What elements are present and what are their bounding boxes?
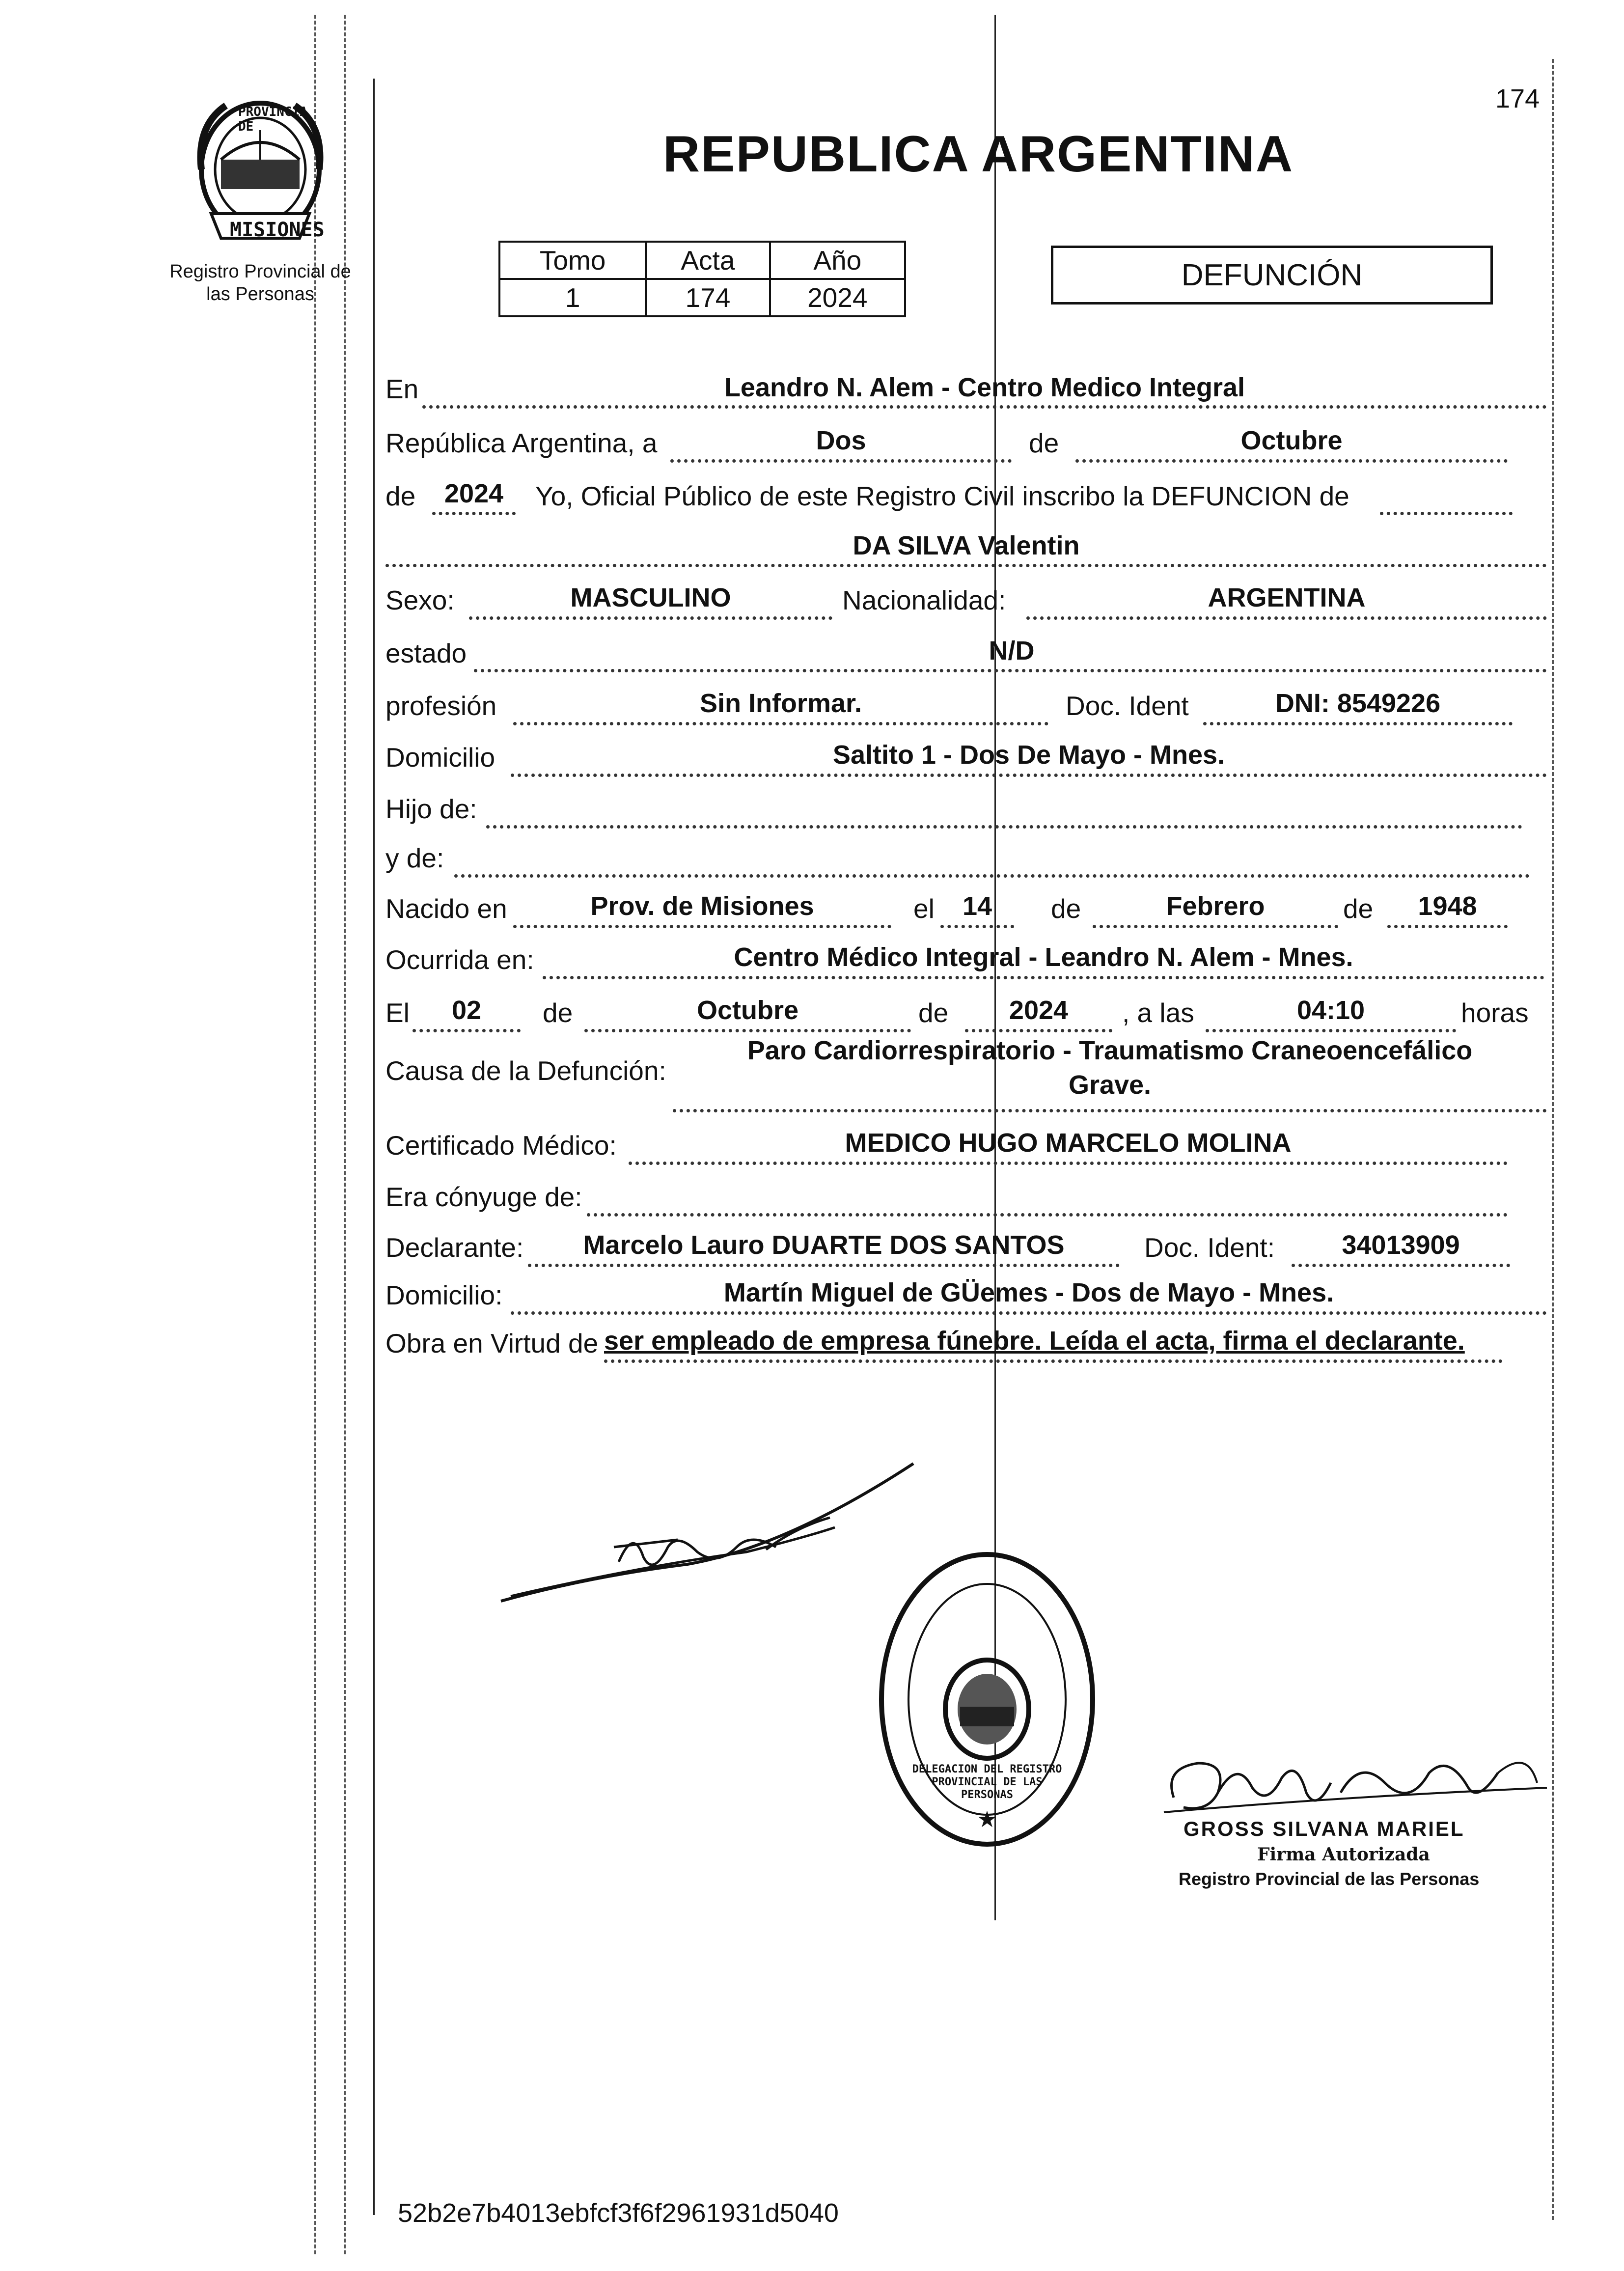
ocurrida-label: Ocurrida en: xyxy=(385,944,534,975)
inscribe-dotted-line xyxy=(1380,512,1513,515)
decl-doc-value: 34013909 xyxy=(1342,1230,1460,1260)
record-table-value-row xyxy=(499,279,905,316)
stamp-ring-text: DELEGACION DEL REGISTRO PROVINCIAL DE LAS PERSONAS xyxy=(912,1763,1062,1801)
decl-dom-dotted-line xyxy=(511,1311,1547,1315)
seal-text-top: PROVINCIA DE xyxy=(238,105,307,134)
record-table-header-row xyxy=(499,242,905,279)
doc-label: Doc. Ident xyxy=(1066,691,1189,721)
declarant-signature xyxy=(491,1454,933,1616)
document-hash: 52b2e7b4013ebfcf3f6f2961931d5040 xyxy=(398,2198,839,2228)
death-year: 2024 xyxy=(1009,996,1069,1025)
birth-month-dotted-line xyxy=(1093,925,1338,928)
year-dotted-line xyxy=(432,512,516,515)
death-day-dotted-line xyxy=(413,1029,521,1032)
nacido-label: Nacido en xyxy=(385,893,507,924)
month-dotted-line xyxy=(1075,459,1508,463)
ocurrida-dotted-line xyxy=(543,976,1544,979)
death-day: 02 xyxy=(451,996,482,1025)
doc-dotted-line xyxy=(1203,722,1513,725)
record-table-header: Tomo xyxy=(499,242,646,279)
registry-name: Registro Provincial de las Personas xyxy=(169,261,351,305)
de-birth-label: de xyxy=(1051,893,1081,924)
birth-year-dotted-line xyxy=(1387,925,1508,928)
delegation-stamp xyxy=(874,1547,1100,1852)
yde-label: y de: xyxy=(385,843,444,873)
cert-label: Certificado Médico: xyxy=(385,1130,617,1161)
de-death-label: de xyxy=(543,997,573,1028)
alas-label: , a las xyxy=(1122,997,1194,1028)
death-time-dotted-line xyxy=(1206,1029,1456,1032)
record-table-header: Año xyxy=(770,242,905,279)
de-year-label: de xyxy=(385,481,416,511)
yde-dotted-line xyxy=(454,874,1530,878)
nacido-value: Prov. de Misiones xyxy=(590,891,814,921)
de-death-year-label: de xyxy=(918,997,949,1028)
causa-line2: Grave. xyxy=(1068,1070,1152,1100)
death-month: Octubre xyxy=(696,996,799,1025)
birth-day: 14 xyxy=(962,891,992,921)
el-label: el xyxy=(913,893,935,924)
delegation-stamp-icon xyxy=(874,1547,1100,1852)
official-role: Firma Autorizada xyxy=(1257,1844,1430,1865)
left-margin-line-2 xyxy=(344,15,346,2254)
sexo-value: MASCULINO xyxy=(570,583,731,612)
nacido-dotted-line xyxy=(513,925,891,928)
cert-value: MEDICO HUGO MARCELO MOLINA xyxy=(845,1128,1292,1158)
declarante-label: Declarante: xyxy=(385,1232,524,1263)
de-birth-year-label: de xyxy=(1343,893,1374,924)
anio-value: 2024 xyxy=(770,279,905,316)
obra-dotted-line xyxy=(604,1359,1503,1363)
official-office: Registro Provincial de las Personas xyxy=(1179,1869,1480,1889)
page-title: REPUBLICA ARGENTINA xyxy=(663,126,1294,183)
record-type-box xyxy=(1051,246,1493,305)
estado-label: estado xyxy=(385,638,467,668)
page-border-right xyxy=(1552,59,1554,2220)
page-border-left xyxy=(373,79,375,2215)
sexo-dotted-line xyxy=(469,616,832,620)
nacionalidad-value: ARGENTINA xyxy=(1208,583,1366,612)
seal-text-bottom: MISIONES xyxy=(230,219,325,241)
decl-dom-value: Martín Miguel de GÜemes - Dos de Mayo - Mnes. xyxy=(723,1278,1334,1307)
hijo-dotted-line xyxy=(486,825,1522,829)
cert-dotted-line xyxy=(629,1162,1508,1165)
acta-value: 174 xyxy=(646,279,770,316)
declarante-value: Marcelo Lauro DUARTE DOS SANTOS xyxy=(583,1230,1065,1260)
record-type: DEFUNCIÓN xyxy=(1181,258,1363,292)
sexo-label: Sexo: xyxy=(385,585,455,615)
causa-label: Causa de la Defunción: xyxy=(385,1055,666,1086)
ocurrida-value: Centro Médico Integral - Leandro N. Alem - Mnes. xyxy=(734,942,1353,972)
death-year-dotted-line xyxy=(965,1029,1112,1032)
horas-label: horas xyxy=(1461,997,1529,1028)
left-margin-line xyxy=(314,15,316,2254)
conyuge-dotted-line xyxy=(587,1213,1508,1217)
de-label: de xyxy=(1029,428,1059,458)
doc-value: DNI: 8549226 xyxy=(1275,689,1441,718)
decl-doc-label: Doc. Ident: xyxy=(1144,1232,1275,1263)
hijo-label: Hijo de: xyxy=(385,794,477,824)
conyuge-label: Era cónyuge de: xyxy=(385,1182,582,1212)
page-number: 174 xyxy=(1495,84,1540,113)
en-value: Leandro N. Alem - Centro Medico Integral xyxy=(724,373,1245,402)
tomo-value: 1 xyxy=(499,279,646,316)
profesion-dotted-line xyxy=(513,722,1048,725)
rep-label: República Argentina, a xyxy=(385,428,658,458)
estado-dotted-line xyxy=(474,669,1547,672)
birth-year: 1948 xyxy=(1418,891,1477,921)
nacionalidad-label: Nacionalidad: xyxy=(842,585,1006,615)
day-dotted-line xyxy=(670,459,1012,463)
day-value: Dos xyxy=(816,426,866,455)
record-table xyxy=(498,241,906,317)
profesion-value: Sin Informar. xyxy=(699,689,862,718)
nacionalidad-dotted-line xyxy=(1026,616,1547,620)
death-time: 04:10 xyxy=(1296,996,1365,1025)
decl-doc-dotted-line xyxy=(1292,1264,1510,1267)
declarante-dotted-line xyxy=(528,1264,1120,1267)
year-value: 2024 xyxy=(444,479,504,508)
record-table-header: Acta xyxy=(646,242,770,279)
province-seal xyxy=(192,96,329,248)
domicilio-dotted-line xyxy=(511,774,1547,777)
El-label: El xyxy=(385,997,410,1028)
birth-day-dotted-line xyxy=(940,925,1014,928)
profesion-label: profesión xyxy=(385,691,497,721)
decl-dom-label: Domicilio: xyxy=(385,1280,503,1310)
obra-label: Obra en Virtud de xyxy=(385,1328,599,1358)
domicilio-value: Saltito 1 - Dos De Mayo - Mnes. xyxy=(832,740,1225,770)
causa-dotted-line xyxy=(673,1109,1547,1112)
death-month-dotted-line xyxy=(584,1029,911,1032)
obra-value: ser empleado de empresa fúnebre. Leída el acta, firma el declarante. xyxy=(604,1326,1465,1356)
estado-value: N/D xyxy=(989,636,1035,665)
causa-line1: Paro Cardiorrespiratorio - Traumatismo Craneoencefálico xyxy=(747,1036,1473,1065)
month-value: Octubre xyxy=(1240,426,1343,455)
birth-month: Febrero xyxy=(1166,891,1265,921)
official-signature xyxy=(1154,1739,1557,1827)
name-dotted-line xyxy=(385,564,1547,567)
deceased-name: DA SILVA Valentin xyxy=(853,531,1080,560)
official-name: GROSS SILVANA MARIEL xyxy=(1184,1817,1465,1840)
en-label: En xyxy=(385,374,419,404)
en-dotted-line xyxy=(422,405,1547,409)
inscribe-text: Yo, Oficial Público de este Registro Civil inscribo la DEFUNCION de xyxy=(535,481,1349,511)
svg-text:★: ★ xyxy=(977,1806,997,1832)
domicilio-label: Domicilio xyxy=(385,742,495,773)
